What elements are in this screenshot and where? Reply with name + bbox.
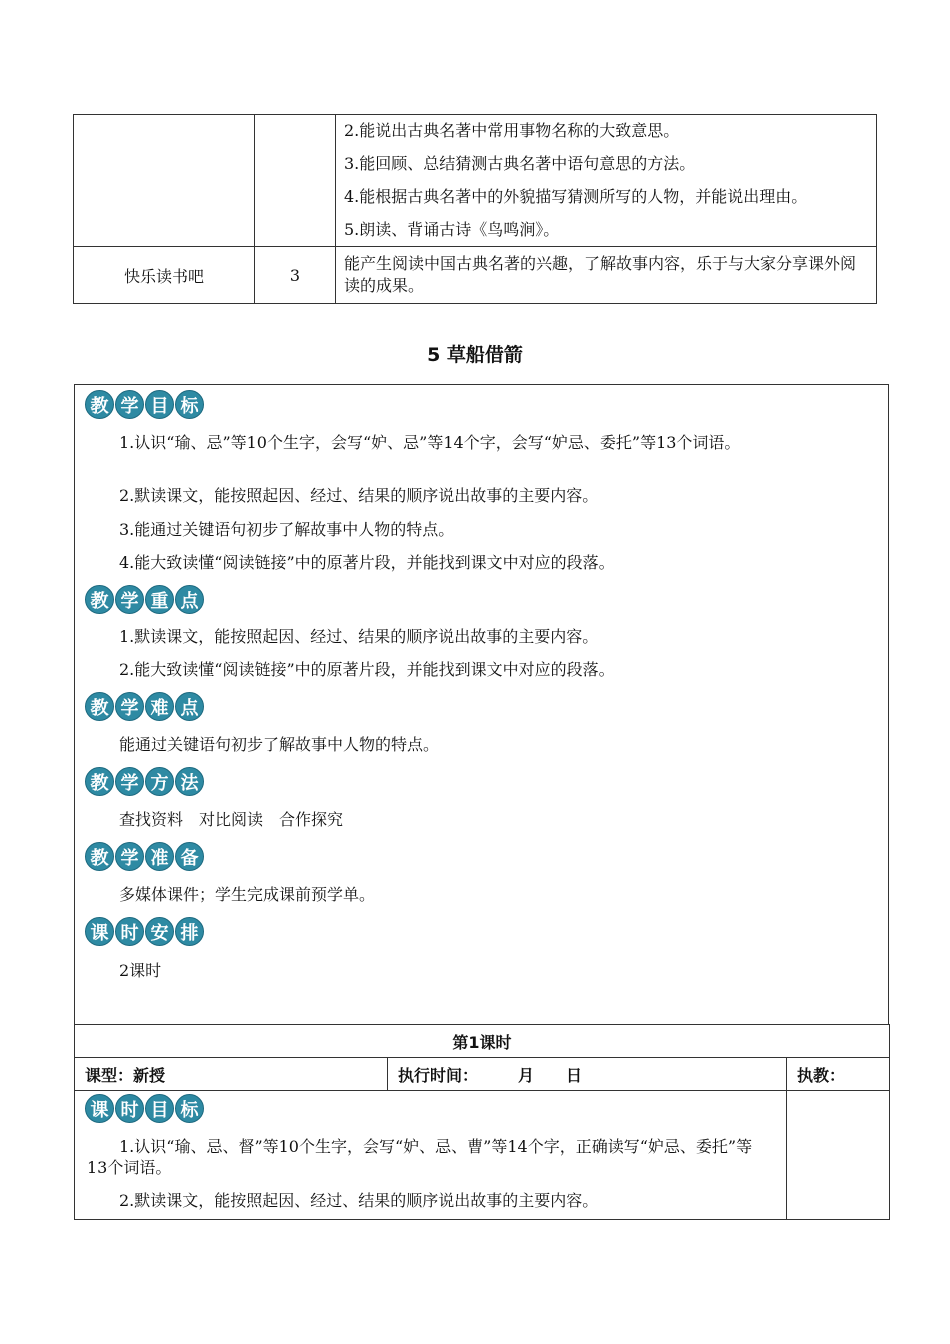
- key-point-item: 1.默读课文，能按照起因、经过、结果的顺序说出故事的主要内容。: [119, 627, 599, 646]
- lesson-title: 5 草船借箭: [427, 344, 523, 366]
- badge-char: 教: [85, 767, 114, 796]
- badge-char: 方: [145, 767, 174, 796]
- badge-char: 学: [115, 390, 144, 419]
- badge-char: 标: [175, 390, 204, 419]
- badge-char: 教: [85, 842, 114, 871]
- period-goals-cell: [75, 1091, 787, 1220]
- badge-char: 难: [145, 692, 174, 721]
- badge-char: 课: [85, 917, 114, 946]
- lesson-type: 课型：新授: [75, 1058, 388, 1091]
- reading-name: 快乐读书吧: [74, 247, 255, 304]
- period-goal-item: 2.默读课文，能按照起因、经过、结果的顺序说出故事的主要内容。: [119, 1191, 599, 1210]
- section-badge-methods: [85, 767, 204, 796]
- goal-item: 1.认识“瑜、忌”等10个生字，会写“妒、忌”等14个字，会写“妒忌、委托”等13个词语。: [119, 433, 741, 452]
- meta-row: [75, 1058, 890, 1091]
- badge-char: 标: [175, 1094, 204, 1123]
- teacher-label: 执教：: [787, 1058, 890, 1091]
- objective-item: 3.能回顾、总结猜测古典名著中语句意思的方法。: [344, 154, 696, 173]
- reading-goal: 能产生阅读中国古典名著的兴趣，了解故事内容，乐于与大家分享课外阅读的成果。: [336, 247, 877, 304]
- lesson-overview-box: [74, 384, 889, 1025]
- hours-cell: [255, 115, 336, 247]
- reading-row: [74, 247, 877, 304]
- badge-char: 备: [175, 842, 204, 871]
- badge-char: 教: [85, 585, 114, 614]
- section-badge-preparation: [85, 842, 204, 871]
- curriculum-table: [73, 114, 877, 304]
- badge-char: 学: [115, 692, 144, 721]
- badge-char: 课: [85, 1094, 114, 1123]
- reading-hours: 3: [255, 247, 336, 304]
- difficulty-text: 能通过关键语句初步了解故事中人物的特点。: [119, 735, 440, 754]
- badge-char: 点: [175, 585, 204, 614]
- section-badge-schedule: [85, 917, 204, 946]
- section-badge-key-points: [85, 585, 204, 614]
- key-point-item: 2.能大致读懂“阅读链接”中的原著片段，并能找到课文中对应的段落。: [119, 660, 615, 679]
- badge-char: 法: [175, 767, 204, 796]
- badge-char: 目: [145, 1094, 174, 1123]
- badge-char: 排: [175, 917, 204, 946]
- schedule-text: 2课时: [119, 961, 162, 980]
- badge-char: 学: [115, 767, 144, 796]
- objectives-row: [74, 115, 877, 247]
- goal-item: 3.能通过关键语句初步了解故事中人物的特点。: [119, 520, 455, 539]
- badge-char: 安: [145, 917, 174, 946]
- teacher-notes-cell: [787, 1091, 890, 1220]
- execution-time: 执行时间： 月 日: [388, 1058, 787, 1091]
- section-badge-difficulty: [85, 692, 204, 721]
- badge-char: 时: [115, 917, 144, 946]
- badge-char: 教: [85, 390, 114, 419]
- objective-item: 2.能说出古典名著中常用事物名称的大致意思。: [344, 121, 680, 140]
- methods-text: 查找资料 对比阅读 合作探究: [119, 810, 344, 829]
- badge-char: 学: [115, 842, 144, 871]
- preparation-text: 多媒体课件；学生完成课前预学单。: [119, 885, 376, 904]
- objective-item: 4.能根据古典名著中的外貌描写猜测所写的人物，并能说出理由。: [344, 187, 808, 206]
- badge-char: 学: [115, 585, 144, 614]
- period-goals-row: [75, 1091, 890, 1220]
- goal-item: 2.默读课文，能按照起因、经过、结果的顺序说出故事的主要内容。: [119, 486, 599, 505]
- objective-item: 5.朗读、背诵古诗《鸟鸣涧》。: [344, 220, 560, 239]
- period-title: 第1课时: [75, 1025, 890, 1058]
- lesson-period-table: [74, 1024, 890, 1220]
- objectives-cell: [336, 115, 877, 247]
- badge-char: 目: [145, 390, 174, 419]
- badge-char: 点: [175, 692, 204, 721]
- badge-char: 教: [85, 692, 114, 721]
- unit-name-cell: [74, 115, 255, 247]
- period-row: [75, 1025, 890, 1058]
- period-goal-item: 1.认识“瑜、忌、督”等10个生字，会写“妒、忌、曹”等14个字，正确读写“妒忌、委托”等13个词语。: [87, 1137, 753, 1177]
- section-badge-goals: [85, 390, 204, 419]
- goal-item: 4.能大致读懂“阅读链接”中的原著片段，并能找到课文中对应的段落。: [119, 553, 615, 572]
- section-badge-period-goals: [85, 1094, 204, 1123]
- badge-char: 重: [145, 585, 174, 614]
- badge-char: 时: [115, 1094, 144, 1123]
- badge-char: 准: [145, 842, 174, 871]
